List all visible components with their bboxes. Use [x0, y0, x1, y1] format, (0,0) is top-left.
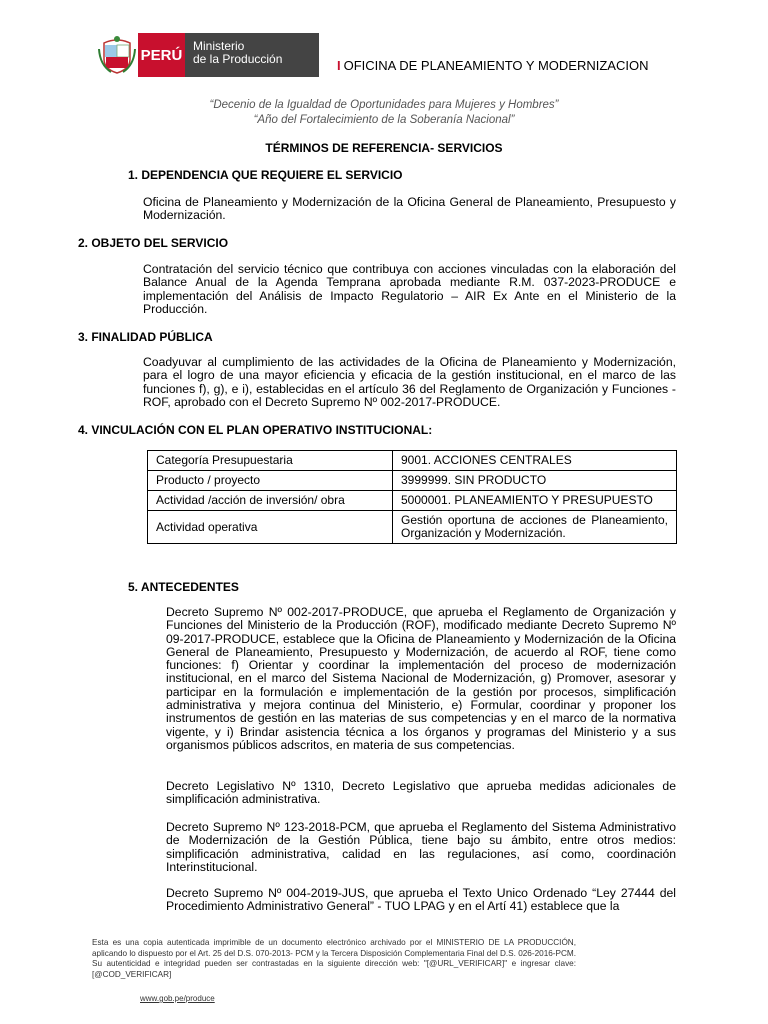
- coat-of-arms-icon: [96, 33, 138, 77]
- section-5-heading: 5. ANTECEDENTES: [128, 580, 239, 594]
- table-value: Gestión oportuna de acciones de Planeamiento, Organización y Modernización.: [393, 511, 677, 544]
- table-row: [148, 511, 677, 544]
- antecedentes-paragraph-3: Decreto Supremo Nº 123-2018-PCM, que aprueba el Reglamento del Sistema Administrativo de Modernización de la Gestión Pública, tiene bajo su ámbito, entre otros medios: simplificación administrativa, calidad en las regulaciones, así como, coordinación Interinstitucional.: [166, 820, 676, 874]
- table-value: 9001. ACCIONES CENTRALES: [393, 451, 677, 471]
- antecedentes-paragraph-1: Decreto Supremo Nº 002-2017-PRODUCE, que aprueba el Reglamento de Organización y Funciones del Ministerio de la Producción (ROF), modificado mediante Decreto Supremo Nº 09-2017-PRODUCE, establece que la Oficina de Planeamiento y Modernización de la Oficina General de Planeamiento, Presupuesto y Modernización, de acuerdo al ROF, tiene como funciones: f) Orientar y coordinar la implementación del proceso de modernización institucional, en el marco del Sistema Nacional de Modernización, g) Promover, asesorar y participar en la formulación e implementación de la gestión por procesos, simplificación administrativa y mejora continua del Ministerio, e) Formular, coordinar y proponer los instrumentos de gestión en las materias de sus competencias y en el marco de la normativa vigente, y i) Brindar asistencia técnica a los órganos y programas del Ministerio y a sus organismos públicos adscritos, en materia de sus competencias.: [166, 605, 676, 752]
- section-1-text: Oficina de Planeamiento y Modernización de la Oficina General de Planeamiento, Presupuesto y Modernización.: [143, 195, 676, 223]
- section-4-heading: 4. VINCULACIÓN CON EL PLAN OPERATIVO INSTITUCIONAL:: [78, 423, 433, 437]
- table-label: Producto / proyecto: [148, 471, 393, 491]
- ministry-line2: de la Producción: [193, 52, 283, 66]
- table-row: [148, 451, 677, 471]
- ministry-logo: [96, 33, 319, 77]
- section-1-heading: 1. DEPENDENCIA QUE REQUIERE EL SERVICIO: [128, 168, 403, 182]
- decenio-block: [0, 98, 768, 128]
- office-label: OFICINA DE PLANEAMIENTO Y MODERNIZACION: [343, 58, 649, 73]
- section-3-heading: 3. FINALIDAD PÚBLICA: [78, 330, 213, 344]
- table-row: [148, 491, 677, 511]
- poi-table: [147, 450, 677, 544]
- authenticity-footer: Esta es una copia autenticada imprimible de un documento electrónico archivado por el MINISTERIO DE LA PRODUCCIÓN, aplicando lo dispuesto por el Art. 25 del D.S. 070-2013- PCM y la Tercera Disposición Complementaria Final del D.S. 026-2016-PCM. Su autenticidad e integridad pueden ser contrastadas en la siguiente dirección web: "[@URL_VERIFICAR]" e ingresar clave: [@COD_VERIFICAR]: [92, 938, 576, 979]
- decenio-line1: “Decenio de la Igualdad de Oportunidades para Mujeres y Hombres”: [209, 99, 559, 111]
- table-value: 3999999. SIN PRODUCTO: [393, 471, 677, 491]
- document-title: TÉRMINOS DE REFERENCIA- SERVICIOS: [265, 141, 503, 155]
- decenio-line2: “Año del Fortalecimiento de la Soberanía Nacional”: [253, 114, 515, 126]
- table-label: Categoría Presupuestaria: [148, 451, 393, 471]
- table-label: Actividad /acción de inversión/ obra: [148, 491, 393, 511]
- section-2-heading: 2. OBJETO DEL SERVICIO: [78, 236, 229, 250]
- section-2-text: Contratación del servicio técnico que contribuya con acciones vinculadas con la elaboración del Balance Anual de la Agenda Temprana aprobada mediante R.M. 037-2023-PRODUCE e implementación del Análisis de Impacto Regulatorio – AIR Ex Ante en el Ministerio de la Producción.: [143, 262, 676, 316]
- table-row: [148, 471, 677, 491]
- section-3-text: Coadyuvar al cumplimiento de las actividades de la Oficina de Planeamiento y Modernización, para el logro de una mayor eficiencia y eficacia de la gestión institucional, en el marco de las funciones f), g), e i), establecidas en el artículo 36 del Reglamento de Organización y Funciones - ROF, aprobado con el Decreto Supremo Nº 002-2017-PRODUCE.: [143, 355, 676, 409]
- ministry-line1: Ministerio: [193, 39, 245, 53]
- table-value: 5000001. PLANEAMIENTO Y PRESUPUESTO: [393, 491, 677, 511]
- office-name: [337, 58, 648, 73]
- antecedentes-paragraph-2: Decreto Legislativo Nº 1310, Decreto Legislativo que aprueba medidas adicionales de simplificación administrativa.: [166, 779, 676, 807]
- table-label: Actividad operativa: [148, 511, 393, 544]
- antecedentes-paragraph-4: Decreto Supremo Nº 004-2019-JUS, que aprueba el Texto Unico Ordenado “Ley 27444 del Procedimiento Administrativo General” - TUO LPAG y en el Artí 41) establece que la: [166, 886, 676, 914]
- footer-link[interactable]: www.gob.pe/produce: [140, 994, 215, 1003]
- brand-peru: PERÚ: [138, 33, 185, 77]
- ministry-name: [185, 33, 319, 77]
- office-marker: I: [337, 58, 341, 73]
